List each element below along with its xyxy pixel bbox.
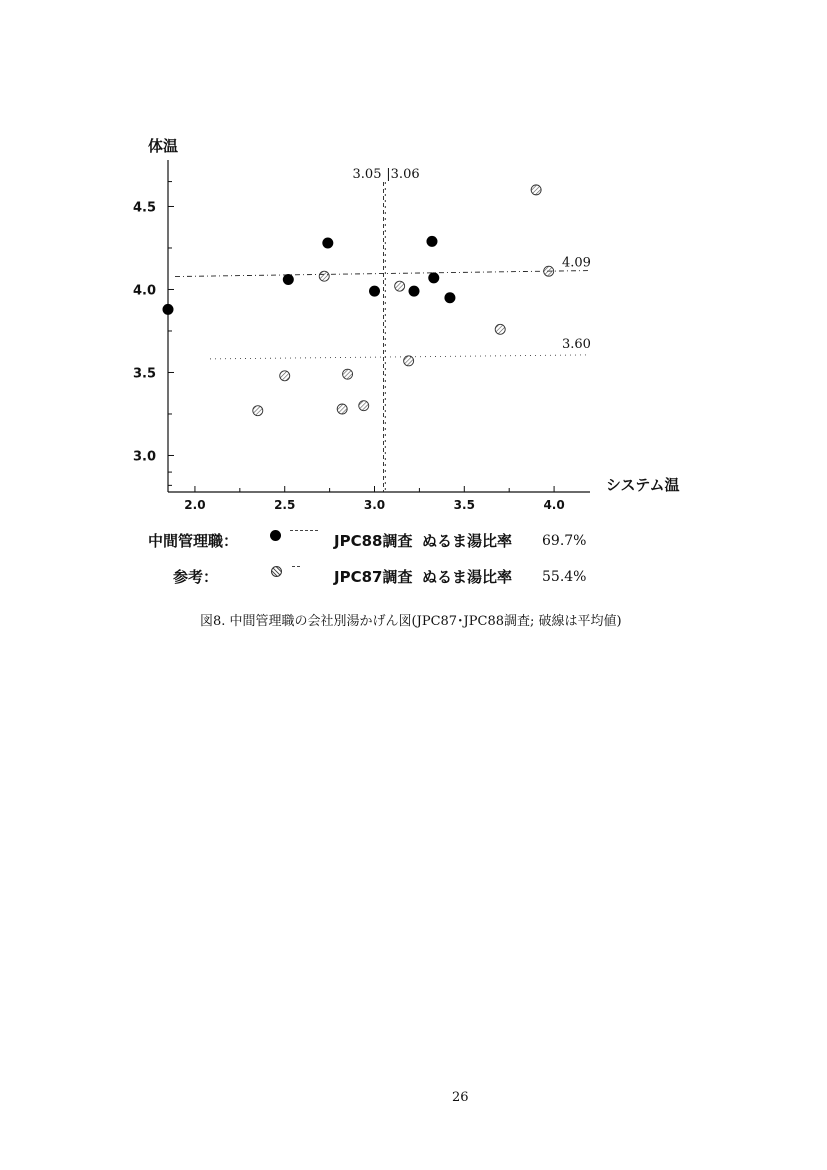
data-point-jpc88: [322, 238, 333, 249]
legend-measure-label: ぬるま湯比率: [422, 568, 513, 586]
y-tick-label: 3.5: [132, 366, 156, 382]
data-point-jpc88: [283, 274, 294, 285]
mean-line-y-jpc87: [210, 355, 590, 359]
y-tick-label: 4.5: [132, 200, 156, 216]
legend-rate-value: 69.7%: [542, 533, 587, 549]
figure-caption: 図8. 中間管理職の会社別湯かげん図(JPC87･JPC88調査; 破線は平均値): [200, 614, 622, 629]
data-point-jpc87: [343, 369, 353, 379]
y-tick-label: 3.0: [132, 449, 156, 465]
data-point-jpc88: [369, 286, 380, 297]
y-axis-title: 体温: [148, 137, 179, 155]
data-point-jpc88: [444, 292, 455, 303]
legend-dash-line: [290, 530, 318, 531]
data-point-jpc87: [404, 356, 414, 366]
ref-label-y-3-60: 3.60: [562, 336, 591, 352]
legend-marker-filled: [270, 530, 281, 541]
data-point-jpc87: [544, 266, 554, 276]
x-tick-label: 2.5: [274, 498, 296, 512]
legend-row-jpc87: [148, 566, 608, 588]
legend-survey-label: JPC88調査: [334, 532, 413, 550]
data-point-jpc87: [395, 281, 405, 291]
data-point-jpc87: [337, 404, 347, 414]
legend-marker-hatched: [271, 566, 282, 577]
legend-measure-label: ぬるま湯比率: [422, 532, 513, 550]
data-point-jpc88: [426, 236, 437, 247]
legend-group-label: 参考：: [173, 568, 219, 586]
x-tick-label: 4.0: [543, 498, 565, 512]
data-point-jpc87: [495, 324, 505, 334]
data-point-jpc88: [163, 304, 174, 315]
y-tick-label: 4.0: [132, 283, 156, 299]
data-point-jpc87: [359, 401, 369, 411]
data-point-jpc87: [319, 271, 329, 281]
legend-rate-value: 55.4%: [542, 569, 587, 585]
legend-group-label: 中間管理職：: [148, 532, 239, 550]
x-tick-label: 3.5: [453, 498, 475, 512]
x-tick-label: 2.0: [184, 498, 206, 512]
legend-survey-label: JPC87調査: [334, 568, 413, 586]
ref-label-x-3-05: 3.05: [352, 167, 382, 182]
x-axis-title: システム温: [606, 476, 680, 494]
data-point-jpc88: [409, 286, 420, 297]
data-point-jpc87: [280, 371, 290, 381]
legend-dash-line: [292, 566, 300, 567]
ref-label-y-4-09: 4.09: [562, 255, 591, 271]
data-point-jpc87: [253, 406, 263, 416]
legend-row-jpc88: [148, 530, 608, 552]
data-point-jpc88: [428, 272, 439, 283]
x-tick-label: 3.0: [363, 498, 386, 512]
data-point-jpc87: [531, 185, 541, 195]
mean-line-y-jpc88: [175, 271, 590, 277]
ref-label-x-3-06: |3.06: [386, 167, 420, 182]
page-number: 26: [452, 1090, 469, 1105]
